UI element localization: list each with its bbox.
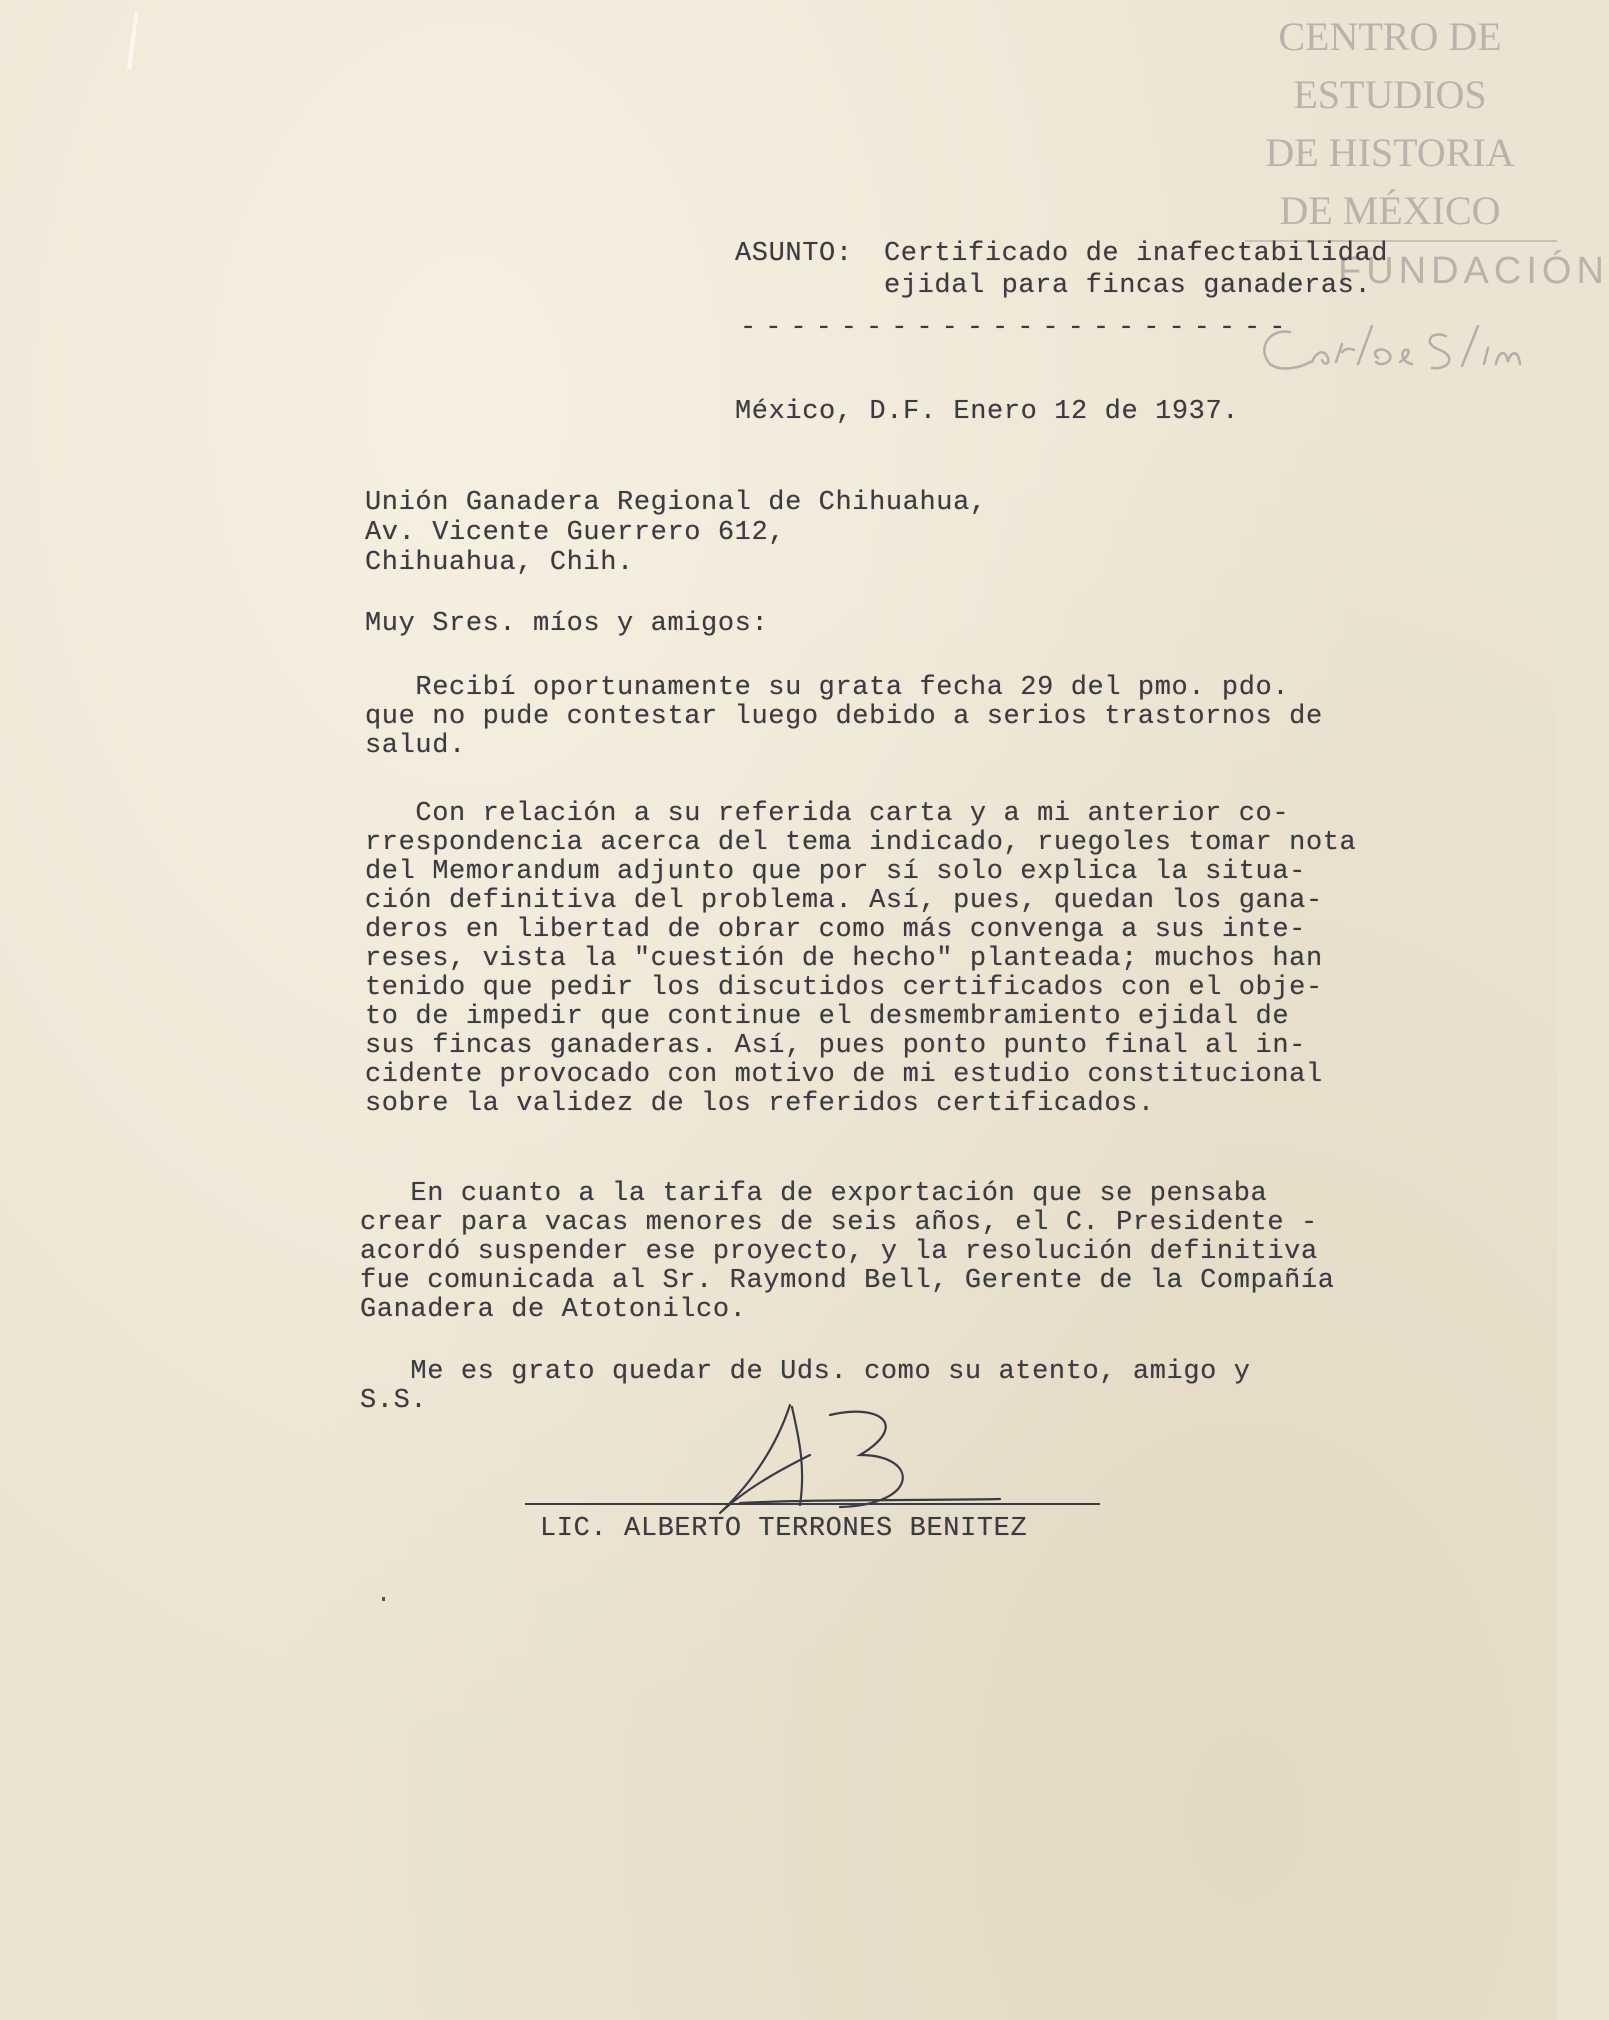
watermark-line-1: CENTRO DE: [1278, 14, 1502, 59]
paper-speck: [125, 8, 139, 72]
signature-line: [525, 1503, 1100, 1505]
salutation: Muy Sres. míos y amigos:: [365, 609, 769, 639]
signer-name: LIC. ALBERTO TERRONES BENITEZ: [540, 1514, 1028, 1544]
paragraph-3-line-3: acordó suspender ese proyecto, y la resolución definitiva: [360, 1237, 1318, 1267]
archive-watermark: [1240, 8, 1540, 240]
paragraph-1-line-3: salud.: [365, 731, 466, 761]
paragraph-2-line-9: sus fincas ganaderas. Así, pues ponto punto final al in-: [365, 1031, 1306, 1061]
watermark-line-3: DE HISTORIA: [1265, 130, 1515, 175]
recipient-line-1: Unión Ganadera Regional de Chihuahua,: [365, 488, 987, 518]
subject-label: ASUNTO:: [735, 239, 853, 269]
watermark-line-2: ESTUDIOS: [1293, 72, 1487, 117]
paragraph-3-line-4: fue comunicada al Sr. Raymond Bell, Gerente de la Compañía: [360, 1266, 1335, 1296]
paragraph-3-line-1: En cuanto a la tarifa de exportación que se pensaba: [360, 1179, 1268, 1209]
paragraph-3-line-2: crear para vacas menores de seis años, el C. Presidente -: [360, 1208, 1318, 1238]
paragraph-2-line-7: tenido que pedir los discutidos certificados con el obje-: [365, 973, 1323, 1003]
closing-line-1: Me es grato quedar de Uds. como su atento, amigo y: [360, 1357, 1251, 1387]
recipient-line-3: Chihuahua, Chih.: [365, 548, 634, 578]
paragraph-1-line-2: que no pude contestar luego debido a serios trastornos de: [365, 702, 1323, 732]
paragraph-2-line-8: to de impedir que continue el desmembramiento ejidal de: [365, 1002, 1290, 1032]
watermark-signature-logo: [1250, 318, 1550, 378]
paragraph-2-line-3: del Memorandum adjunto que por sí solo explica la situa-: [365, 857, 1306, 887]
closing-line-2: S.S.: [360, 1386, 428, 1416]
paragraph-3-line-5: Ganadera de Atotonilco.: [360, 1295, 747, 1325]
watermark-foundation: FUNDACIÓN: [1338, 250, 1609, 292]
watermark-line-4: DE MÉXICO: [1279, 188, 1501, 233]
subject-line-1: Certificado de inafectabilidad: [884, 239, 1389, 269]
paragraph-2-line-4: ción definitiva del problema. Así, pues, quedan los gana-: [365, 886, 1323, 916]
paragraph-2-line-6: reses, vista la "cuestión de hecho" planteada; muchos han: [365, 944, 1323, 974]
subject-line-2: ejidal para fincas ganaderas.: [884, 271, 1372, 301]
ink-speck: [382, 1597, 385, 1601]
paragraph-2-line-5: deros en libertad de obrar como más convenga a sus inte-: [365, 915, 1306, 945]
recipient-line-2: Av. Vicente Guerrero 612,: [365, 518, 786, 548]
paragraph-2-line-2: rrespondencia acerca del tema indicado, ruegoles tomar nota: [365, 828, 1357, 858]
paragraph-1-line-1: Recibí oportunamente su grata fecha 29 del pmo. pdo.: [365, 673, 1290, 703]
letter-date: México, D.F. Enero 12 de 1937.: [735, 397, 1240, 427]
paragraph-2-line-11: sobre la validez de los referidos certificados.: [365, 1089, 1155, 1119]
paragraph-2-line-1: Con relación a su referida carta y a mi anterior co-: [365, 799, 1290, 829]
subject-separator: ----------------------: [740, 313, 1295, 343]
paragraph-2-line-10: cidente provocado con motivo de mi estudio constitucional: [365, 1060, 1323, 1090]
